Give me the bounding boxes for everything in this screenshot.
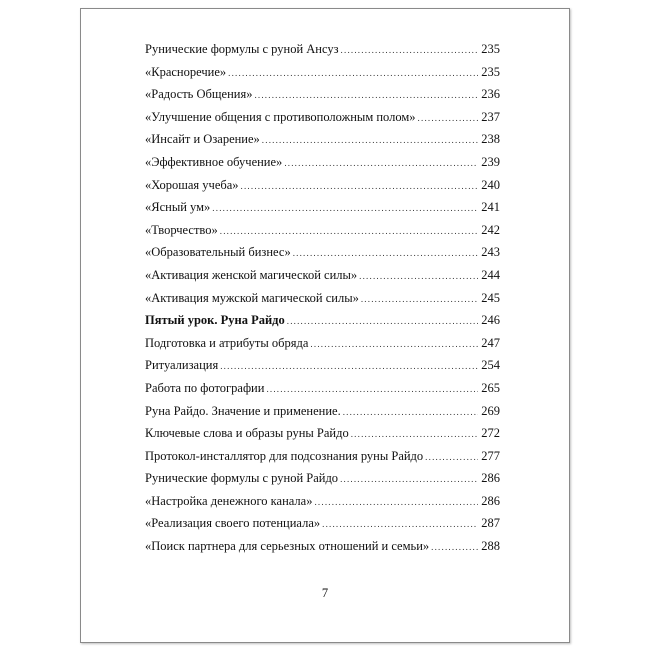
toc-entry — [145, 358, 500, 381]
toc-dot-leader — [262, 135, 478, 145]
toc-entry — [145, 313, 500, 336]
toc-entry — [145, 87, 500, 110]
toc-entry — [145, 155, 500, 178]
toc-dot-leader — [212, 203, 478, 213]
toc-entry — [145, 200, 500, 223]
toc-entry — [145, 494, 500, 517]
toc-entry-page: 286 — [481, 471, 500, 486]
toc-entry-title: «Поиск партнера для серьезных отношений и семьи» — [145, 539, 430, 554]
toc-entry-page: 244 — [481, 267, 500, 282]
toc-entry-title: Пятый урок. Руна Райдо — [145, 313, 285, 328]
toc-entry-page: 241 — [481, 200, 500, 215]
toc-entry-title: «Творчество» — [145, 222, 218, 237]
toc-dot-leader — [284, 158, 478, 168]
toc-dot-leader — [310, 339, 478, 349]
toc-entry-title: «Хорошая учеба» — [145, 177, 239, 192]
toc-entry-page: 243 — [481, 245, 500, 260]
toc-entry-title: Рунические формулы с руной Райдо — [145, 471, 339, 486]
toc-entry — [145, 110, 500, 133]
toc-entry-title: «Улучшение общения с противоположным полом» — [145, 109, 416, 124]
toc-dot-leader — [322, 519, 478, 529]
toc-entry-title: «Настройка денежного канала» — [145, 493, 313, 508]
toc-entry-title: «Эффективное обучение» — [145, 154, 283, 169]
toc-dot-leader — [418, 113, 479, 123]
toc-dot-leader — [293, 248, 479, 258]
toc-entry — [145, 336, 500, 359]
toc-entry-page: 239 — [481, 154, 500, 169]
toc-entry — [145, 291, 500, 314]
toc-entry-page: 287 — [481, 516, 500, 531]
toc-entry — [145, 178, 500, 201]
toc-entry — [145, 268, 500, 291]
toc-entry-title: Ключевые слова и образы руны Райдо — [145, 426, 349, 441]
toc-entry-page: 236 — [481, 87, 500, 102]
toc-entry-page: 288 — [481, 539, 500, 554]
toc-entry-title: «Инсайт и Озарение» — [145, 132, 260, 147]
toc-dot-leader — [425, 452, 478, 462]
toc-dot-leader — [266, 384, 478, 394]
toc-dot-leader — [228, 68, 478, 78]
toc-entry — [145, 245, 500, 268]
toc-dot-leader — [343, 407, 479, 417]
toc-entry-title: Руна Райдо. Значение и применение. — [145, 403, 341, 418]
toc-dot-leader — [431, 542, 478, 552]
toc-entry-page: 247 — [481, 335, 500, 350]
toc-entry-page: 254 — [481, 358, 500, 373]
toc-entry-title: Ритуализация — [145, 358, 219, 373]
toc-entry — [145, 42, 500, 65]
toc-entry — [145, 65, 500, 88]
toc-dot-leader — [287, 316, 479, 326]
toc-dot-leader — [314, 497, 478, 507]
toc-entry-page: 269 — [481, 403, 500, 418]
toc-entry — [145, 223, 500, 246]
toc-entry-title: «Красноречие» — [145, 64, 227, 79]
toc-dot-leader — [254, 90, 478, 100]
toc-entry-title: «Реализация своего потенциала» — [145, 516, 321, 531]
toc-entry-title: «Активация мужской магической силы» — [145, 290, 359, 305]
toc-entry-page: 245 — [481, 290, 500, 305]
toc-entry-title: Работа по фотографии — [145, 380, 265, 395]
toc-entry — [145, 404, 500, 427]
toc-dot-leader — [351, 429, 479, 439]
toc-entry-page: 265 — [481, 380, 500, 395]
toc-entry-page: 246 — [481, 313, 500, 328]
table-of-contents — [145, 42, 500, 562]
toc-entry — [145, 471, 500, 494]
toc-entry — [145, 449, 500, 472]
toc-dot-leader — [361, 294, 478, 304]
toc-entry-page: 235 — [481, 64, 500, 79]
toc-entry — [145, 426, 500, 449]
toc-entry-page: 238 — [481, 132, 500, 147]
page-number: 7 — [321, 586, 329, 600]
toc-dot-leader — [220, 226, 479, 236]
toc-entry-page: 240 — [481, 177, 500, 192]
toc-entry-title: Протокол-инсталлятор для подсознания руны Райдо — [145, 448, 424, 463]
toc-entry-title: «Ясный ум» — [145, 200, 211, 215]
toc-entry-page: 277 — [481, 448, 500, 463]
toc-entry-title: «Радость Общения» — [145, 87, 253, 102]
toc-entry — [145, 381, 500, 404]
toc-entry — [145, 539, 500, 562]
toc-dot-leader — [241, 181, 479, 191]
toc-entry-title: «Активация женской магической силы» — [145, 267, 358, 282]
toc-dot-leader — [340, 474, 478, 484]
toc-entry-page: 242 — [481, 222, 500, 237]
toc-entry-page: 235 — [481, 42, 500, 56]
toc-entry-title: Рунические формулы с руной Ансуз — [145, 42, 339, 56]
toc-entry-title: «Образовательный бизнес» — [145, 245, 291, 260]
toc-entry-page: 272 — [481, 426, 500, 441]
toc-entry-title: Подготовка и атрибуты обряда — [145, 335, 309, 350]
toc-dot-leader — [359, 271, 478, 281]
toc-entry — [145, 132, 500, 155]
toc-entry-page: 237 — [481, 109, 500, 124]
toc-dot-leader — [341, 45, 479, 55]
toc-dot-leader — [220, 361, 478, 371]
toc-entry — [145, 516, 500, 539]
toc-entry-page: 286 — [481, 493, 500, 508]
